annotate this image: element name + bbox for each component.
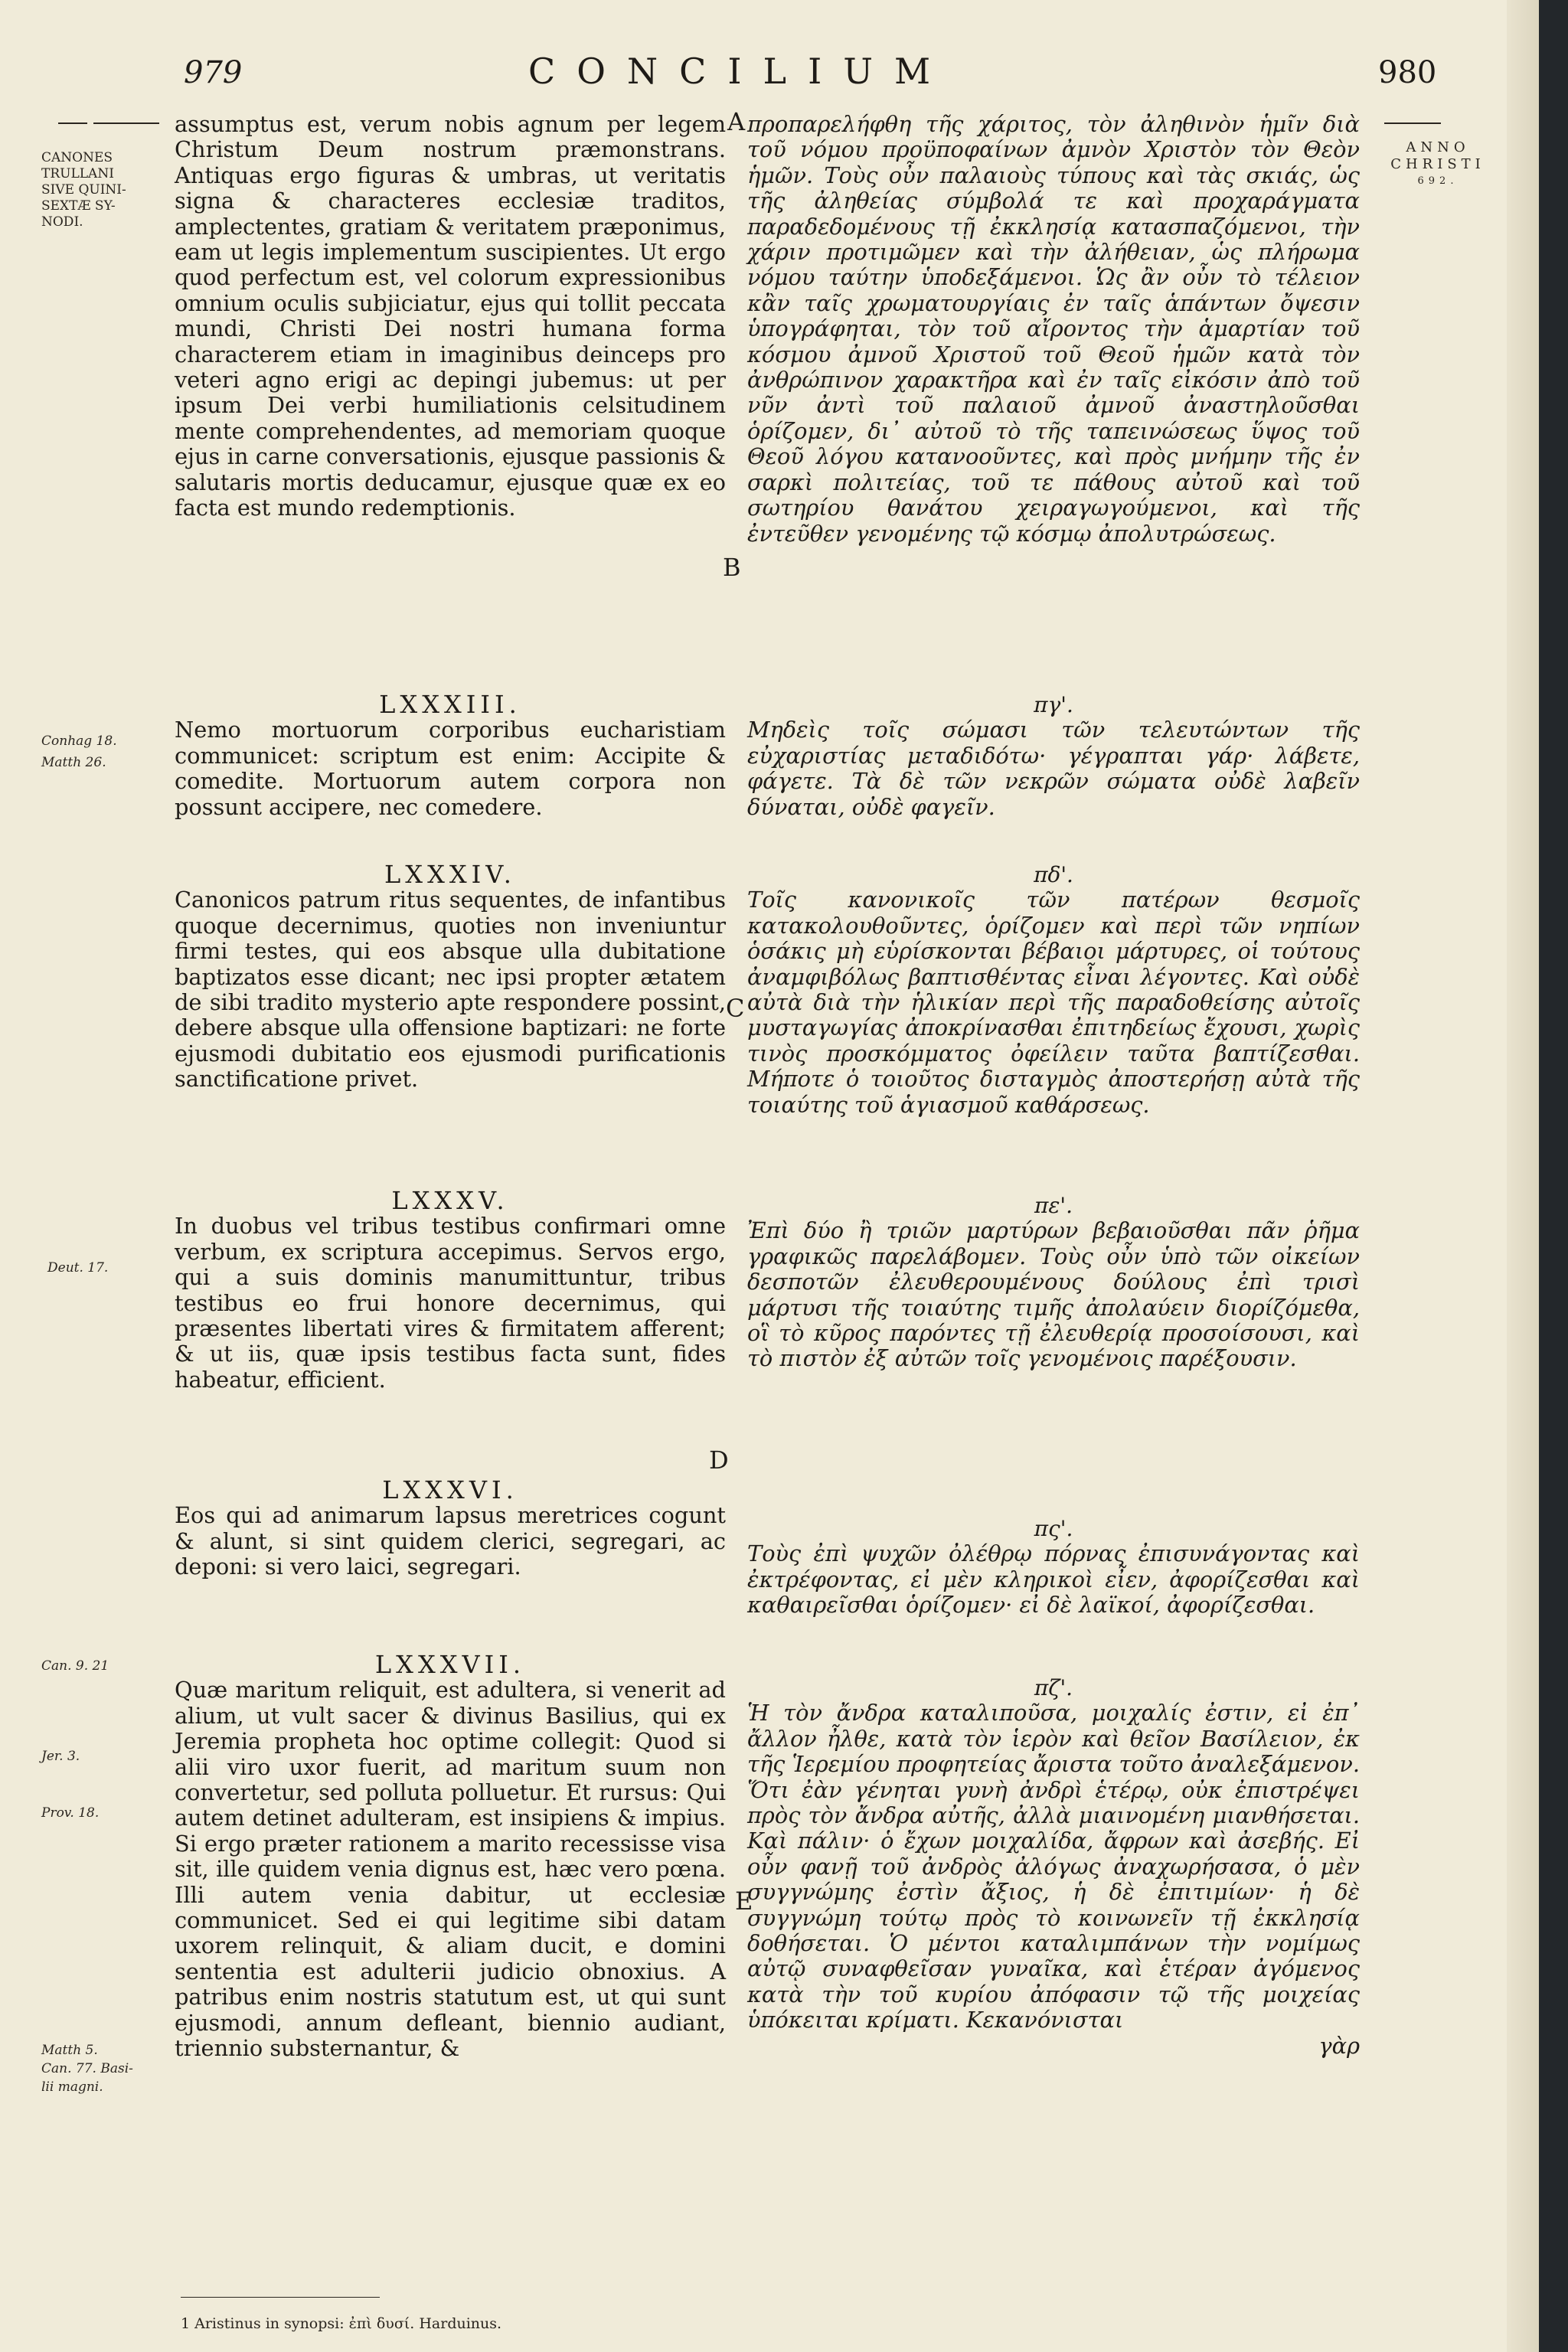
- margin-note-1: Conhag 18.: [41, 733, 117, 749]
- greek-canon-number: πγ'.: [1034, 692, 1073, 717]
- latin-intro-text: assumptus est, verum nobis agnum per legem Christum Deum nostrum præmonstrans. Antiquas ergo figuras & umbras, ut veritatis signa & characteres ecclesiæ traditos, amplectentes, gratiam & veritatem præponimus, eam ut legis implementum suscipientes. Ut ergo quod perfectum est, vel colorum expressionibus omnium oculis subjiciatur, ejus qui tollit peccata mundi, Christi Dei nostri humana forma characterem etiam in imaginibus deinceps pro veteri agno erigi ac depingi jubemus: ut per ipsum Dei verbi humiliationis celsitudinem mente comprehendentes, ad memoriam quoque ejus in carne conversationis, ejusque passionis & salutaris mortis deducamur, ejusque quæ ex eo facta est mundo redemptionis.: [175, 111, 726, 521]
- canones-line5: NODI.: [41, 214, 83, 230]
- latin-canon-83: [175, 692, 726, 820]
- margin-note-4: Can. 9. 21: [41, 1658, 109, 1674]
- latin-canon-84: [175, 862, 726, 1093]
- greek-catchword: γὰρ: [1318, 2032, 1360, 2059]
- latin-canon-text: Nemo mortuorum corporibus eucharistiam communicet: scriptum est enim: Accipite & comedite. Mortuorum autem corpora non possunt accipere, nec comedere.: [175, 717, 726, 820]
- margin-note-7: Matth 5.: [41, 2043, 98, 2058]
- greek-canon-text: Τοῖς κανονικοῖς τῶν πατέρων θεσμοῖς κατακολουθοῦντες, ὁρίζομεν καὶ περὶ τῶν νηπίων ὁσάκις μὴ εὑρίσκονται βέβαιοι μάρτυρες, οἱ τούτους ἀναμφιβόλως βαπτισθέντας εἶναι λέγοντες. Καὶ οὐδὲ αὐτὰ διὰ τὴν ἡλικίαν περὶ τῆς παραδοθείσης αὐτοῖς μυσταγωγίας ἀποκρίνασθαι ἐπιτηδείως ἔχουσι, χωρὶς τινὸς προσκόμματος ὀφείλειν ταῦτα βαπτίζεσθαι. Μήποτε ὁ τοιοῦτος δισταγμὸς ἀποστερήσῃ αὐτὰ τῆς τοιαύτης τοῦ ἁγιασμοῦ καθάρσεως.: [747, 887, 1360, 1118]
- latin-canon-number: LXXXIV.: [384, 860, 516, 889]
- margin-note-6: Prov. 18.: [41, 1805, 100, 1821]
- latin-canon-text: Eos qui ad animarum lapsus meretrices cogunt & alunt, si sint quidem clerici, segregari, ac deponi: si vero laici, segregari.: [175, 1502, 726, 1580]
- greek-intro-text: προπαρελήφθη τῆς χάριτος, τὸν ἀληθινὸν ἡμῖν διὰ τοῦ νόμου προϋποφαίνων ἀμνὸν Χριστὸν τὸν Θεὸν ἡμῶν. Τοὺς οὖν παλαιοὺς τύπους καὶ τὰς σκιάς, ὡς τῆς ἀληθείας σύμβολά τε καὶ προχαράγματα παραδεδομένους τῇ ἐκκλησίᾳ κατασπαζόμενοι, τὴν χάριν προτιμῶμεν καὶ τὴν ἀλήθειαν, ὡς πλήρωμα νόμου ταύτην ὑποδεξάμενοι. Ὡς ἂν οὖν τὸ τέλειον κἂν ταῖς χρωματουργίαις ἐν ταῖς ἁπάντων ὄψεσιν ὑπογράφηται, τὸν τοῦ αἴροντος τὴν ἁμαρτίαν τοῦ κόσμου ἀμνοῦ Χριστοῦ τοῦ Θεοῦ ἡμῶν κατὰ τὸν ἀνθρώπινον χαρακτῆρα καὶ ἐν ταῖς εἰκόσιν ἀπὸ τοῦ νῦν ἀντὶ τοῦ παλαιοῦ ἀμνοῦ ἀναστηλοῦσθαι ὁρίζομεν, δι᾽ αὐτοῦ τὸ τῆς ταπεινώσεως ὕψος τοῦ Θεοῦ λόγου κατανοοῦντες, καὶ πρὸς μνήμην τῆς ἐν σαρκὶ πολιτείας, τοῦ τε πάθους αὐτοῦ καὶ τοῦ σωτηρίου θανάτου χειραγωγούμενοι, καὶ τῆς ἐντεῦθεν γενομένης τῷ κόσμῳ ἀπολυτρώσεως.: [747, 111, 1360, 547]
- greek-canon-number: πδ'.: [1034, 862, 1073, 887]
- latin-canon-87: [175, 1652, 726, 2062]
- greek-canon-86: [747, 1516, 1360, 1619]
- footnote: 1 Aristinus in synopsi: ἐπὶ δυσί. Harduinus.: [181, 2315, 502, 2332]
- latin-canon-text: Quæ maritum reliquit, est adultera, si venerit ad alium, ut vult sacer & divinus Basilius, qui ex Jeremia propheta hoc optime collegit: Quod si alii viro uxor fuerit, ad maritum suum non convertetur, sed polluta polluetur. Et rursus: Qui autem detinet adulteram, est insipiens & impius. Si ergo præter rationem a marito recessisse visa sit, ille quidem venia dignus est, hæc vero pœna. Illi autem venia dabitur, ut ecclesiæ communicet. Sed ei qui legitime sibi datam uxorem relinquit, & aliam ducit, e domini sententia est adulterii judicio obnoxius. A patribus enim nostris statutum est, ut qui sunt ejusmodi, annum defleant, biennio audiant, triennio substernantur, &: [175, 1677, 726, 2062]
- greek-canon-83: [747, 692, 1360, 820]
- section-marker-b: B: [723, 553, 741, 582]
- latin-canon-86: [175, 1475, 726, 1580]
- latin-canon-text: In duobus vel tribus testibus confirmari omne verbum, ex scriptura accepimus. Servos ergo, qui a suis dominis manumittuntur, tribus testibus eo frui honore decernimus, qui præsentes libertati vires & firmitatem afferent; & ut iis, quæ ipsis testibus facta sunt, fides habeatur, efficient.: [175, 1213, 726, 1393]
- anno-christi: [1384, 139, 1491, 190]
- scanner-background-strip: [1539, 0, 1568, 2352]
- greek-canon-number: πς'.: [1034, 1516, 1073, 1541]
- latin-canon-text: Canonicos patrum ritus sequentes, de infantibus quoque decernimus, quoties non inveniuntur firmi testes, qui eos absque ulla dubitatione baptizatos esse dicant; nec ipsi propter ætatem de sibi tradito mysterio apte respondere possint, debere absque ulla offensione baptizari: ne forte ejusmodi dubitatio eos ejusmodi purificationis sanctificatione privet.: [175, 887, 726, 1093]
- anno-line1: ANNO: [1406, 139, 1470, 155]
- greek-canon-text: Ἡ τὸν ἄνδρα καταλιποῦσα, μοιχαλίς ἐστιν, εἰ ἐπ᾽ ἄλλον ἦλθε, κατὰ τὸν ἱερὸν καὶ θεῖον Βασίλειον, ἐκ τῆς Ἱερεμίου προφητείας ἄριστα τοῦτο ἀναλεξάμενον. Ὅτι ἐὰν γένηται γυνὴ ἀνδρὶ ἑτέρῳ, οὐκ ἐπιστρέψει πρὸς τὸν ἄνδρα αὐτῆς, ἀλλὰ μιαινομένη μιανθήσεται. Καὶ πάλιν· ὁ ἔχων μοιχαλίδα, ἄφρων καὶ ἀσεβής. Εἰ οὖν φανῇ τοῦ ἀνδρὸς ἀλόγως ἀναχωρήσασα, ὁ μὲν συγγνώμης ἐστὶν ἄξιος, ἡ δὲ ἐπιτιμίων· ἡ δὲ συγγνώμη τούτῳ πρὸς τὸ κοινωνεῖν τῇ ἐκκλησίᾳ δοθήσεται. Ὁ μέντοι καταλιμπάνων τὴν νομίμως αὐτῷ συναφθεῖσαν γυναῖκα, καὶ ἑτέραν ἀγόμενος κατὰ τὴν τοῦ κυρίου ἀπόφασιν τῷ τῆς μοιχείας ὑπόκειται κρίματι. Κεκανόνισται: [747, 1700, 1360, 2034]
- adjacent-page-edge: [1507, 0, 1539, 2352]
- greek-canon-text: Τοὺς ἐπὶ ψυχῶν ὀλέθρῳ πόρνας ἐπισυνάγοντας καὶ ἐκτρέφοντας, εἰ μὲν κληρικοὶ εἶεν, ἀφορίζεσθαι καὶ καθαιρεῖσθαι ὁρίζομεν· εἰ δὲ λαϊκοί, ἀφορίζεσθαι.: [747, 1540, 1360, 1619]
- section-marker-a: A: [727, 107, 746, 136]
- greek-canon-84: [747, 862, 1360, 1118]
- greek-canon-text: Ἐπὶ δύο ἢ τριῶν μαρτύρων βεβαιοῦσθαι πᾶν ῥῆμα γραφικῶς παρελάβομεν. Τοὺς οὖν ὑπὸ τῶν οἰκείων δεσποτῶν ἐλευθερουμένους δούλους ἐπὶ τρισὶ μάρτυσι τῆς τοιαύτης τιμῆς ἀπολαύειν διορίζόμεθα, οἳ τὸ κῦρος παρόντες τῇ ἐλευθερίᾳ προσοίσουσι, καὶ τὸ πιστὸν ἐξ αὐτῶν τοῖς γενομένοις παρέξουσιν.: [747, 1217, 1360, 1372]
- canones-line4: SEXTÆ SY-: [41, 198, 116, 214]
- rule-left-2: [93, 122, 159, 124]
- section-marker-d: D: [709, 1446, 729, 1475]
- margin-note-9: lii magni.: [41, 2079, 103, 2095]
- greek-canon-number: πζ'.: [1034, 1675, 1073, 1700]
- canones-line1: CANONES: [41, 150, 113, 165]
- section-marker-e: E: [735, 1886, 753, 1916]
- running-title: CONCILIUM: [528, 51, 952, 92]
- margin-note-2: Matth 26.: [41, 755, 106, 770]
- canones-line2: TRULLANI: [41, 166, 114, 181]
- greek-canon-text: Μηδεὶς τοῖς σώμασι τῶν τελευτώντων τῆς εὐχαριστίας μεταδιδότω· γέγραπται γάρ· λάβετε, φάγετε. Τὰ δὲ τῶν νεκρῶν σώματα οὐδὲ λαβεῖν δύναται, οὐδὲ φαγεῖν.: [747, 717, 1360, 820]
- latin-canon-number: LXXXIII.: [379, 690, 521, 719]
- footnote-rule: [181, 2297, 380, 2298]
- margin-note-5: Jer. 3.: [41, 1749, 80, 1764]
- greek-canon-number: πε'.: [1034, 1193, 1073, 1218]
- latin-canon-number: LXXXV.: [391, 1186, 509, 1215]
- margin-note-8: Can. 77. Basi-: [41, 2061, 133, 2076]
- anno-line3: 692.: [1417, 175, 1459, 187]
- canones-line3: SIVE QUINI-: [41, 182, 126, 198]
- page-number-left: 979: [184, 55, 243, 90]
- page-number-right: 980: [1378, 55, 1437, 90]
- margin-canones: [41, 150, 179, 230]
- margin-note-3: Deut. 17.: [47, 1260, 109, 1276]
- section-marker-c: C: [726, 994, 745, 1023]
- latin-canon-85: [175, 1188, 726, 1393]
- rule-left: [58, 122, 87, 124]
- latin-column-intro: [175, 112, 726, 521]
- rule-right: [1384, 122, 1441, 124]
- latin-canon-number: LXXXVI.: [382, 1475, 518, 1504]
- greek-canon-87: [747, 1675, 1360, 2059]
- anno-line2: CHRISTI: [1390, 156, 1485, 172]
- greek-column-intro: [747, 112, 1360, 547]
- greek-canon-85: [747, 1193, 1360, 1372]
- latin-canon-number: LXXXVII.: [374, 1650, 526, 1679]
